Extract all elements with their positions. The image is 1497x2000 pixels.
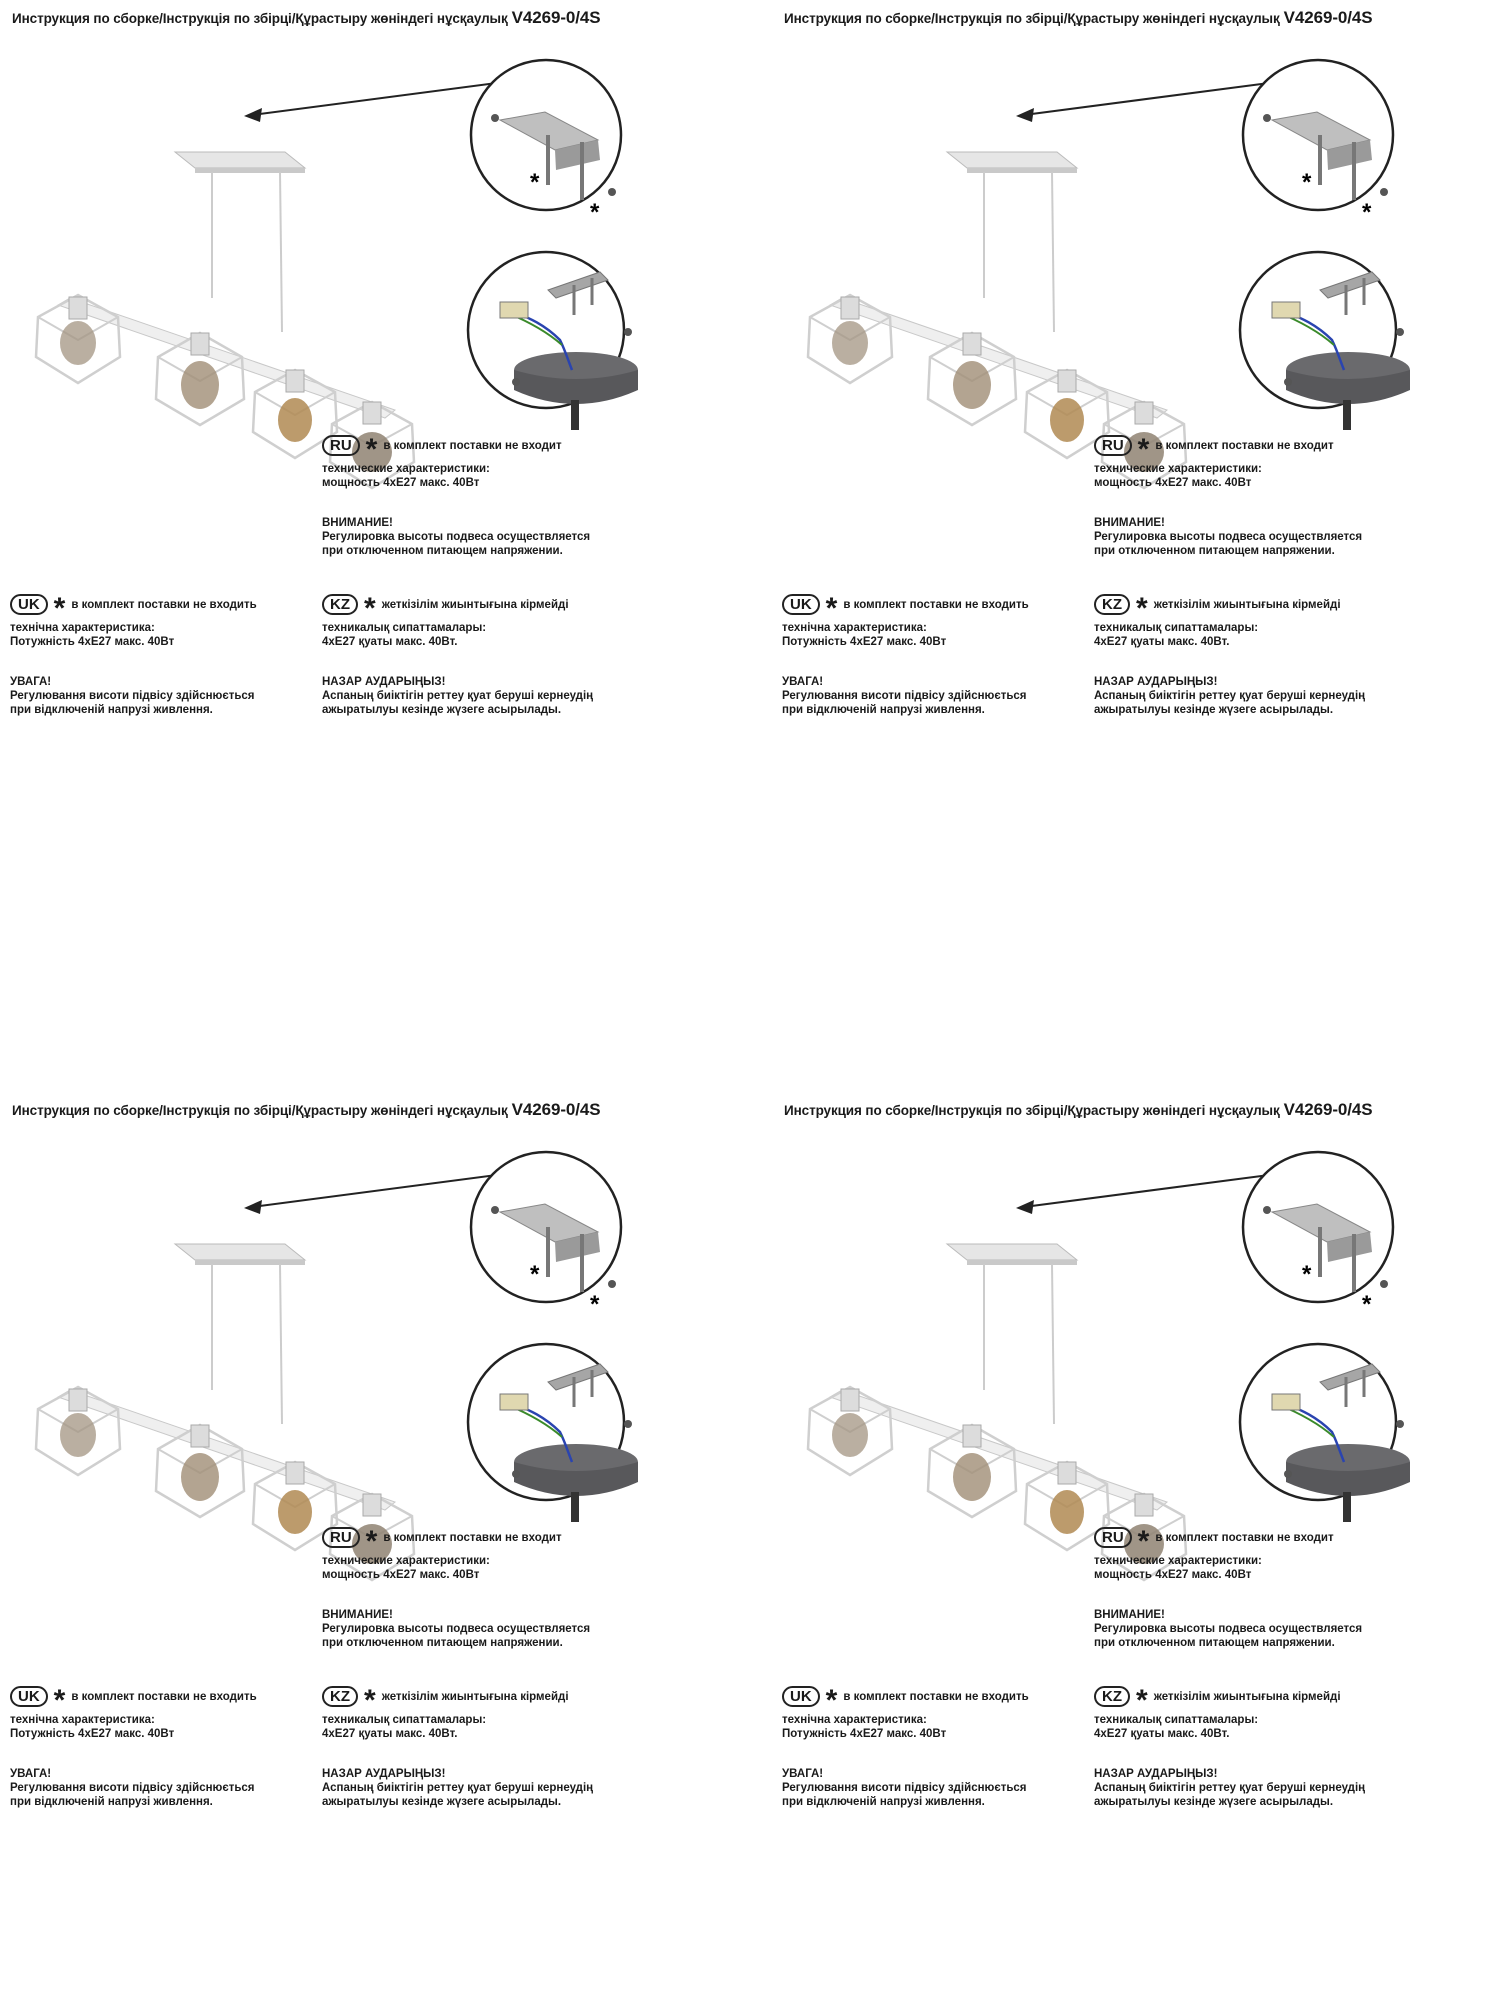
pointer-arrow-head bbox=[1016, 108, 1034, 122]
lang-badge-kz: KZ bbox=[1094, 1686, 1130, 1707]
uk-section bbox=[782, 1683, 1029, 1809]
ru-note: в комплект поставки не входит bbox=[1155, 439, 1334, 452]
instruction-panel-3 bbox=[0, 1092, 748, 2000]
lang-badge-ru: RU bbox=[322, 1527, 360, 1548]
lamp-cage-2 bbox=[156, 333, 244, 425]
instruction-panel-1 bbox=[0, 0, 748, 1000]
uk-warn-title: УВАГА! bbox=[10, 1768, 52, 1780]
lamp-cage-2 bbox=[928, 333, 1016, 425]
cable-right bbox=[280, 1264, 282, 1424]
lamp-bar bbox=[58, 298, 395, 418]
terminal-block bbox=[1272, 302, 1300, 318]
asterisk-mark: * bbox=[1362, 1291, 1372, 1318]
kz-section bbox=[1094, 1683, 1366, 1809]
ru-warn-title: ВНИМАНИЕ! bbox=[322, 1609, 393, 1621]
ru-warn-line2: при отключенном питающем напряжении. bbox=[322, 545, 563, 557]
asterisk-mark: * bbox=[590, 1291, 600, 1318]
kz-spec-value: 4хЕ27 қуаты макс. 40Вт. bbox=[322, 1728, 458, 1740]
detail-circle-wiring bbox=[1240, 252, 1410, 430]
kz-section bbox=[1094, 591, 1366, 717]
ru-warn-line1: Регулировка высоты подвеса осуществляется bbox=[1094, 1623, 1363, 1635]
uk-spec-value: Потужність 4хЕ27 макс. 40Вт bbox=[782, 1728, 947, 1740]
kz-section bbox=[322, 591, 594, 717]
uk-warn-line1: Регулювання висоти підвісу здійснюється bbox=[10, 1782, 255, 1794]
lang-badge-ru: RU bbox=[1094, 1527, 1132, 1548]
lamp-cage-1 bbox=[36, 295, 120, 383]
asterisk-mark: * bbox=[530, 169, 540, 196]
kz-note: жеткізілім жиынтығына кірмейді bbox=[381, 598, 569, 611]
uk-spec-value: Потужність 4хЕ27 макс. 40Вт bbox=[10, 636, 175, 648]
uk-section bbox=[782, 591, 1029, 717]
terminal-block bbox=[500, 1394, 528, 1410]
kz-warn-line2: ажыратылуы кезінде жүзеге асырылады. bbox=[322, 1796, 562, 1808]
lang-badge-ru: RU bbox=[1094, 435, 1132, 456]
kz-spec-value: 4хЕ27 қуаты макс. 40Вт. bbox=[1094, 1728, 1230, 1740]
lang-badge-uk: UK bbox=[10, 1686, 48, 1707]
uk-warn-title: УВАГА! bbox=[10, 676, 52, 688]
cable-right bbox=[1052, 172, 1054, 332]
kz-spec-value: 4хЕ27 қуаты макс. 40Вт. bbox=[322, 636, 458, 648]
cable-right bbox=[1052, 1264, 1054, 1424]
ru-spec-value: мощность 4хЕ27 макс. 40Вт bbox=[322, 477, 480, 489]
uk-spec-value: Потужність 4хЕ27 макс. 40Вт bbox=[782, 636, 947, 648]
uk-spec-title: технічна характеристика: bbox=[782, 622, 927, 634]
asterisk-mark: * bbox=[1137, 432, 1150, 466]
lang-badge-kz: KZ bbox=[1094, 594, 1130, 615]
uk-warn-line2: при відключеній напрузі живлення. bbox=[782, 704, 985, 716]
uk-note: в комплект поставки не входить bbox=[71, 1690, 257, 1703]
kz-warn-line1: Аспаның биіктігін реттеу қуат беруші кернеудің bbox=[1094, 690, 1366, 702]
ru-note: в комплект поставки не входит bbox=[1155, 1531, 1334, 1544]
ru-spec-value: мощность 4хЕ27 макс. 40Вт bbox=[1094, 477, 1252, 489]
uk-section bbox=[10, 591, 257, 717]
detail-circle-bracket bbox=[1243, 60, 1393, 226]
ru-spec-value: мощность 4хЕ27 макс. 40Вт bbox=[322, 1569, 480, 1581]
instruction-panel-4 bbox=[772, 1092, 1497, 2000]
lamp-bar bbox=[830, 1390, 1167, 1510]
uk-warn-line2: при відключеній напрузі живлення. bbox=[10, 1796, 213, 1808]
ru-spec-title: технические характеристики: bbox=[322, 1555, 490, 1567]
asterisk-mark: * bbox=[365, 1524, 378, 1558]
instruction-title: Инструкция по сборке/Інструкція по збірці/Құрастыру жөніндегі нұсқаулық V4269-0/4S bbox=[784, 1100, 1373, 1119]
canopy-stem bbox=[1343, 1492, 1351, 1522]
ru-section bbox=[1094, 432, 1363, 558]
ru-note: в комплект поставки не входит bbox=[383, 439, 562, 452]
kz-warn-line2: ажыратылуы кезінде жүзеге асырылады. bbox=[1094, 704, 1334, 716]
kz-warn-title: НАЗАР АУДАРЫҢЫЗ! bbox=[322, 1768, 446, 1780]
detail-circle-wiring bbox=[468, 1344, 638, 1522]
lamp-cage-2 bbox=[928, 1425, 1016, 1517]
lamp-cage-1 bbox=[36, 1387, 120, 1475]
uk-note: в комплект поставки не входить bbox=[71, 598, 257, 611]
detail-circle-wiring bbox=[468, 252, 638, 430]
lang-badge-uk: UK bbox=[10, 594, 48, 615]
kz-warn-line2: ажыратылуы кезінде жүзеге асырылады. bbox=[1094, 1796, 1334, 1808]
kz-note: жеткізілім жиынтығына кірмейді bbox=[381, 1690, 569, 1703]
pointer-arrow-head bbox=[244, 108, 262, 122]
kz-spec-title: техникалық сипаттамалары: bbox=[1094, 622, 1259, 634]
ru-note: в комплект поставки не входит bbox=[383, 1531, 562, 1544]
terminal-block bbox=[500, 302, 528, 318]
ru-spec-title: технические характеристики: bbox=[1094, 1555, 1262, 1567]
uk-spec-title: технічна характеристика: bbox=[782, 1714, 927, 1726]
kz-section bbox=[322, 1683, 594, 1809]
ru-warn-line2: при отключенном питающем напряжении. bbox=[1094, 545, 1335, 557]
kz-note: жеткізілім жиынтығына кірмейді bbox=[1153, 1690, 1341, 1703]
lang-badge-uk: UK bbox=[782, 594, 820, 615]
lang-badge-ru: RU bbox=[322, 435, 360, 456]
lamp-cage-1 bbox=[808, 1387, 892, 1475]
pointer-arrow-head bbox=[1016, 1200, 1034, 1214]
lamp-bar bbox=[58, 1390, 395, 1510]
ceiling-plate bbox=[947, 152, 1077, 168]
asterisk-mark: * bbox=[53, 1683, 66, 1717]
canopy-stem bbox=[571, 1492, 579, 1522]
ru-warn-line1: Регулировка высоты подвеса осуществляется bbox=[1094, 531, 1363, 543]
ru-warn-line2: при отключенном питающем напряжении. bbox=[322, 1637, 563, 1649]
kz-warn-line1: Аспаның биіктігін реттеу қуат беруші кернеудің bbox=[1094, 1782, 1366, 1794]
uk-warn-line2: при відключеній напрузі живлення. bbox=[782, 1796, 985, 1808]
asterisk-mark: * bbox=[1136, 591, 1148, 625]
ceiling-plate bbox=[947, 1244, 1077, 1260]
pointer-arrow-head bbox=[244, 1200, 262, 1214]
asterisk-mark: * bbox=[364, 591, 376, 625]
instruction-title: Инструкция по сборке/Інструкція по збірці/Құрастыру жөніндегі нұсқаулық V4269-0/4S bbox=[12, 8, 601, 27]
asterisk-mark: * bbox=[825, 1683, 838, 1717]
detail-circle-bracket bbox=[471, 1152, 621, 1318]
kz-spec-value: 4хЕ27 қуаты макс. 40Вт. bbox=[1094, 636, 1230, 648]
kz-warn-line1: Аспаның биіктігін реттеу қуат беруші кернеудің bbox=[322, 690, 594, 702]
instruction-title: Инструкция по сборке/Інструкція по збірці/Құрастыру жөніндегі нұсқаулық V4269-0/4S bbox=[784, 8, 1373, 27]
uk-spec-value: Потужність 4хЕ27 макс. 40Вт bbox=[10, 1728, 175, 1740]
lamp-cage-2 bbox=[156, 1425, 244, 1517]
asterisk-mark: * bbox=[1302, 1261, 1312, 1288]
detail-circle-bracket bbox=[1243, 1152, 1393, 1318]
asterisk-mark: * bbox=[53, 591, 66, 625]
lang-badge-kz: KZ bbox=[322, 1686, 358, 1707]
kz-warn-line1: Аспаның биіктігін реттеу қуат беруші кернеудің bbox=[322, 1782, 594, 1794]
uk-warn-line1: Регулювання висоти підвісу здійснюється bbox=[10, 690, 255, 702]
asterisk-mark: * bbox=[1136, 1683, 1148, 1717]
ru-warn-title: ВНИМАНИЕ! bbox=[1094, 517, 1165, 529]
instruction-title: Инструкция по сборке/Інструкція по збірці/Құрастыру жөніндегі нұсқаулық V4269-0/4S bbox=[12, 1100, 601, 1119]
kz-note: жеткізілім жиынтығына кірмейді bbox=[1153, 598, 1341, 611]
uk-spec-title: технічна характеристика: bbox=[10, 1714, 155, 1726]
ru-warn-title: ВНИМАНИЕ! bbox=[1094, 1609, 1165, 1621]
ru-warn-line1: Регулировка высоты подвеса осуществляется bbox=[322, 531, 591, 543]
asterisk-mark: * bbox=[590, 199, 600, 226]
asterisk-mark: * bbox=[530, 1261, 540, 1288]
ru-spec-title: технические характеристики: bbox=[1094, 463, 1262, 475]
lang-badge-kz: KZ bbox=[322, 594, 358, 615]
kz-warn-title: НАЗАР АУДАРЫҢЫЗ! bbox=[1094, 1768, 1218, 1780]
kz-warn-line2: ажыратылуы кезінде жүзеге асырылады. bbox=[322, 704, 562, 716]
ru-spec-value: мощность 4хЕ27 макс. 40Вт bbox=[1094, 1569, 1252, 1581]
uk-warn-title: УВАГА! bbox=[782, 1768, 824, 1780]
canopy-stem bbox=[571, 400, 579, 430]
uk-spec-title: технічна характеристика: bbox=[10, 622, 155, 634]
ru-section bbox=[322, 432, 591, 558]
ceiling-plate bbox=[175, 152, 305, 168]
asterisk-mark: * bbox=[364, 1683, 376, 1717]
ru-warn-title: ВНИМАНИЕ! bbox=[322, 517, 393, 529]
uk-note: в комплект поставки не входить bbox=[843, 598, 1029, 611]
ru-warn-line2: при отключенном питающем напряжении. bbox=[1094, 1637, 1335, 1649]
kz-warn-title: НАЗАР АУДАРЫҢЫЗ! bbox=[1094, 676, 1218, 688]
instruction-panel-2 bbox=[772, 0, 1497, 1000]
kz-spec-title: техникалық сипаттамалары: bbox=[322, 622, 487, 634]
detail-circle-wiring bbox=[1240, 1344, 1410, 1522]
ru-section bbox=[322, 1524, 591, 1650]
asterisk-mark: * bbox=[1302, 169, 1312, 196]
kz-warn-title: НАЗАР АУДАРЫҢЫЗ! bbox=[322, 676, 446, 688]
ru-section bbox=[1094, 1524, 1363, 1650]
uk-section bbox=[10, 1683, 257, 1809]
lamp-cage-1 bbox=[808, 295, 892, 383]
detail-circle-bracket bbox=[471, 60, 621, 226]
uk-warn-title: УВАГА! bbox=[782, 676, 824, 688]
asterisk-mark: * bbox=[365, 432, 378, 466]
kz-spec-title: техникалық сипаттамалары: bbox=[322, 1714, 487, 1726]
ru-spec-title: технические характеристики: bbox=[322, 463, 490, 475]
kz-spec-title: техникалық сипаттамалары: bbox=[1094, 1714, 1259, 1726]
uk-note: в комплект поставки не входить bbox=[843, 1690, 1029, 1703]
terminal-block bbox=[1272, 1394, 1300, 1410]
uk-warn-line1: Регулювання висоти підвісу здійснюється bbox=[782, 690, 1027, 702]
cable-right bbox=[280, 172, 282, 332]
asterisk-mark: * bbox=[825, 591, 838, 625]
uk-warn-line1: Регулювання висоти підвісу здійснюється bbox=[782, 1782, 1027, 1794]
canopy-stem bbox=[1343, 400, 1351, 430]
asterisk-mark: * bbox=[1362, 199, 1372, 226]
lamp-bar bbox=[830, 298, 1167, 418]
ru-warn-line1: Регулировка высоты подвеса осуществляется bbox=[322, 1623, 591, 1635]
uk-warn-line2: при відключеній напрузі живлення. bbox=[10, 704, 213, 716]
ceiling-plate bbox=[175, 1244, 305, 1260]
lang-badge-uk: UK bbox=[782, 1686, 820, 1707]
asterisk-mark: * bbox=[1137, 1524, 1150, 1558]
